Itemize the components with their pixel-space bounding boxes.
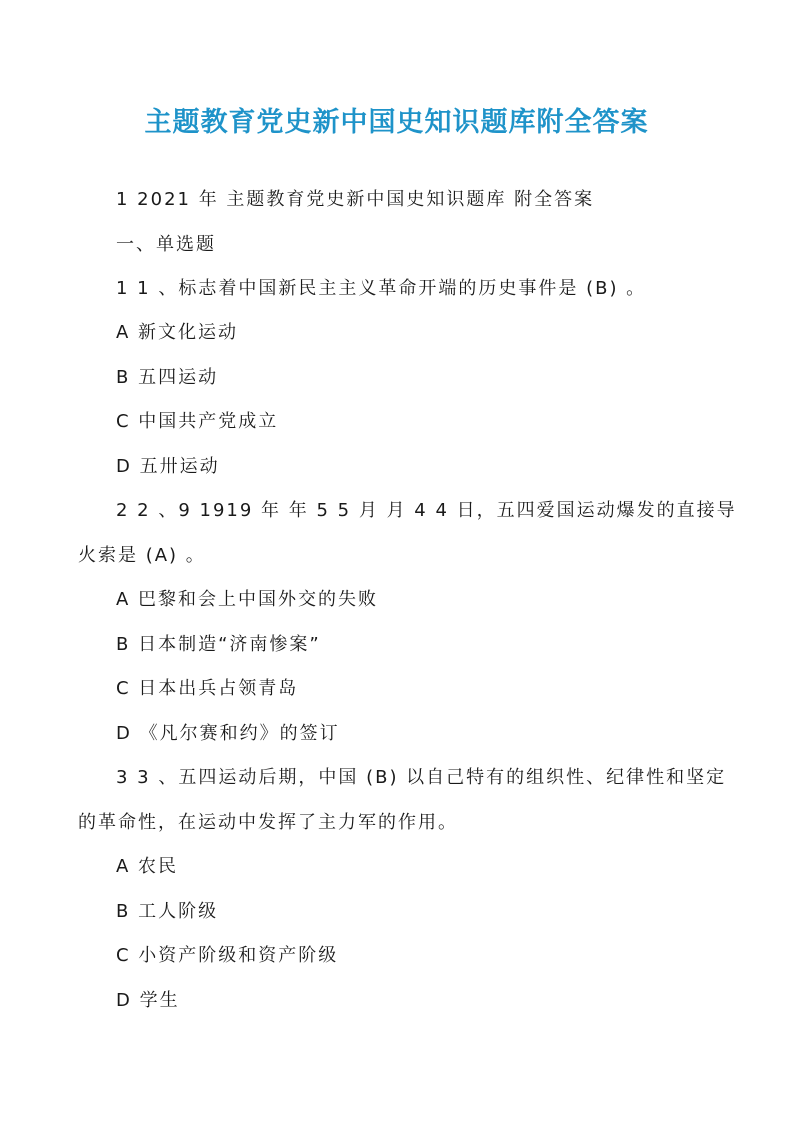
question-1-option-a: A 新文化运动 [116,322,239,343]
question-1: 1 1 、标志着中国新民主主义革命开端的历史事件是 (B) 。 [116,278,647,299]
question-2-option-d: D 《凡尔赛和约》的签订 [116,723,340,744]
question-3-option-d: D 学生 [116,990,180,1011]
question-3: 3 3 、五四运动后期，中国 (B) 以自己特有的组织性、纪律性和坚定 [116,767,727,788]
question-2-option-b: B 日本制造“济南惨案” [116,634,321,655]
question-3-continued: 的革命性，在运动中发挥了主力军的作用。 [78,812,458,833]
doc-heading-line: 1 2021 年 主题教育党史新中国史知识题库 附全答案 [116,189,595,210]
question-3-option-a: A 农民 [116,856,179,877]
question-3-option-c: C 小资产阶级和资产阶级 [116,945,339,966]
question-2-option-a: A 巴黎和会上中国外交的失败 [116,589,379,610]
question-2-option-c: C 日本出兵占领青岛 [116,678,299,699]
question-1-option-b: B 五四运动 [116,367,219,388]
question-2-continued: 火索是 (A) 。 [78,545,206,566]
question-1-option-c: C 中国共产党成立 [116,411,279,432]
question-3-option-b: B 工人阶级 [116,901,219,922]
document-title: 主题教育党史新中国史知识题库附全答案 [144,107,649,138]
section-heading: 一、单选题 [116,234,216,255]
question-2: 2 2 、9 1919 年 年 5 5 月 月 4 4 日，五四爱国运动爆发的直接导 [116,500,737,521]
question-1-option-d: D 五卅运动 [116,456,220,477]
